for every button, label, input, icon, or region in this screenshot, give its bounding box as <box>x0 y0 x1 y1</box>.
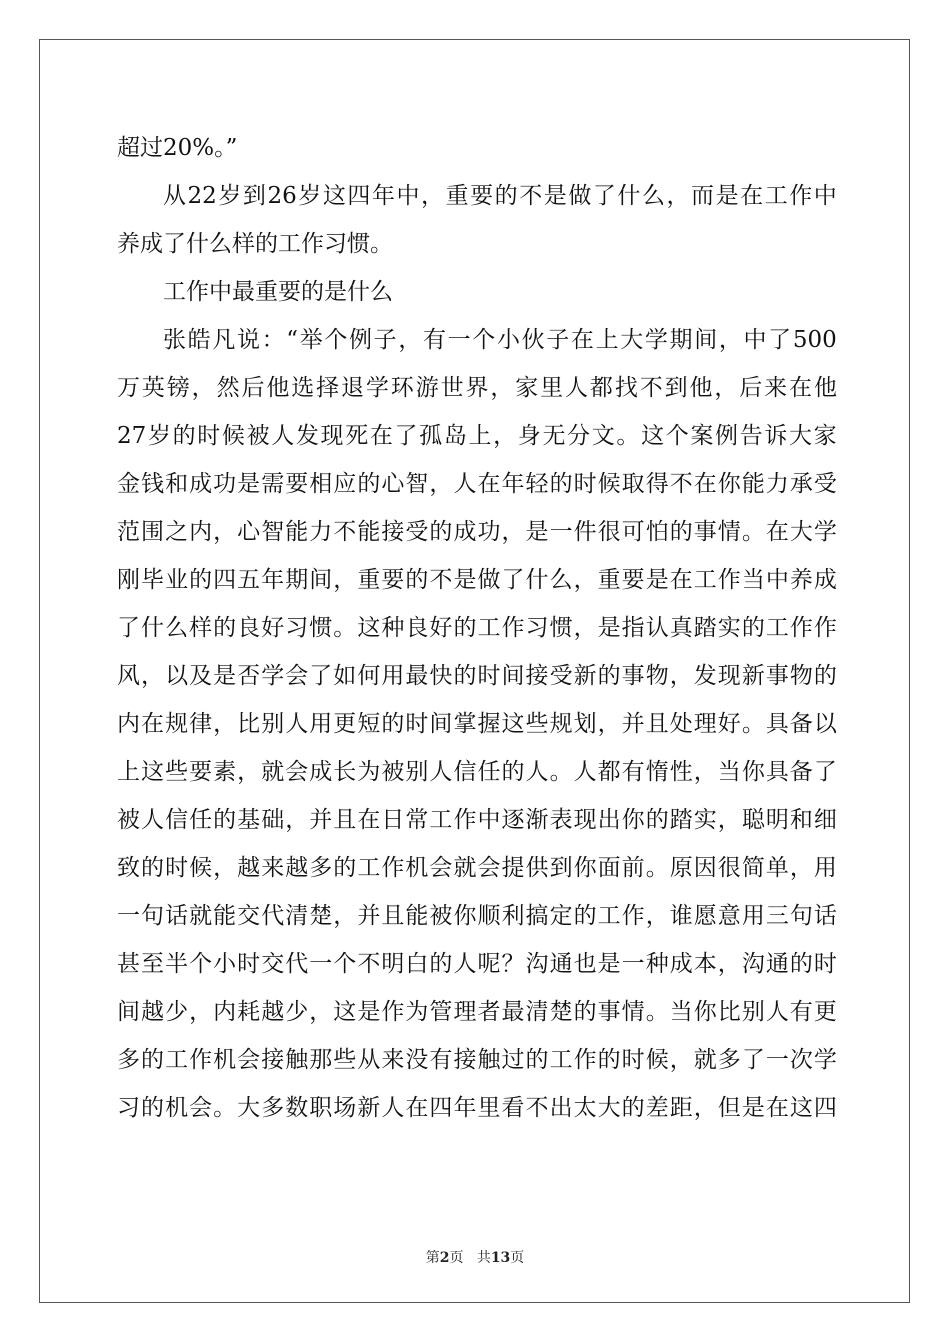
text-line: 刚 毕 业 的 四 五 年 期 间 ， 重 要 的 不 是 做 了 什 么 ， 重 要 是 在 工 作 当 中 养 成 <box>117 567 837 593</box>
text-line: 万 英 镑 ， 然 后 他 选 择 退 学 环 游 世 界 ， 家 里 人 都 找 不 到 他 ， 后 来 在 他 <box>117 375 837 401</box>
text-line: 27 岁 的 时 候 被 人 发 现 死 在 了 孤 岛 上 ， 身 无 分 文 。 这 个 案 例 告 诉 大 家 <box>117 423 837 449</box>
text-line: 间 越 少 ， 内 耗 越 少 ， 这 是 作 为 管 理 者 最 清 楚 的 事 情 。 当 你 比 别 人 有 更 <box>117 999 837 1025</box>
total-pages: 13 <box>490 1250 511 1266</box>
text-line: 养成了什么样的工作习惯。 <box>117 231 393 257</box>
text-line: 从 22 岁 到 26 岁 这 四 年 中 ， 重 要 的 不 是 做 了 什 么 ， 而 是 在 工 作 中 <box>163 183 837 209</box>
page-number: 2 <box>439 1250 450 1266</box>
total-suffix: 页 <box>510 1250 525 1266</box>
text-line: 习 的 机 会 。 大 多 数 职 场 新 人 在 四 年 里 看 不 出 太 大 的 差 距 ， 但 是 在 这 四 <box>117 1095 837 1121</box>
total-prefix: 共 <box>476 1250 491 1266</box>
text-line: 被 人 信 任 的 基 础 ， 并 且 在 日 常 工 作 中 逐 渐 表 现 出 你 的 踏 实 ， 聪 明 和 细 <box>117 807 837 833</box>
text-line: 超过20%。” <box>117 135 238 161</box>
document-body <box>117 124 837 1132</box>
text-line: 金 钱 和 成 功 是 需 要 相 应 的 心 智 ， 人 在 年 轻 的 时 候 取 得 不 在 你 能 力 承 受 <box>117 471 837 497</box>
text-line: 工作中最重要的是什么 <box>163 279 393 305</box>
text-line: 致 的 时 候 ， 越 来 越 多 的 工 作 机 会 就 会 提 供 到 你 面 前 。 原 因 很 简 单 ， 用 <box>117 855 837 881</box>
text-line: 多 的 工 作 机 会 接 触 那 些 从 来 没 有 接 触 过 的 工 作 的 时 候 ， 就 多 了 一 次 学 <box>117 1047 837 1073</box>
text-line: 一 句 话 就 能 交 代 清 楚 ， 并 且 能 被 你 顺 利 搞 定 的 工 作 ， 谁 愿 意 用 三 句 话 <box>117 903 837 929</box>
text-line: 范 围 之 内 ， 心 智 能 力 不 能 接 受 的 成 功 ， 是 一 件 很 可 怕 的 事 情 。 在 大 学 <box>117 519 837 545</box>
text-line: 上 这 些 要 素 ， 就 会 成 长 为 被 别 人 信 任 的 人 。 人 都 有 惰 性 ， 当 你 具 备 了 <box>117 759 837 785</box>
text-line: 甚 至 半 个 小 时 交 代 一 个 不 明 白 的 人 呢 ？ 沟 通 也 是 一 种 成 本 ， 沟 通 的 时 <box>117 951 837 977</box>
page-prefix: 第 <box>425 1250 440 1266</box>
page-footer <box>0 1247 950 1267</box>
text-line: 了 什 么 样 的 良 好 习 惯 。 这 种 良 好 的 工 作 习 惯 ， 是 指 认 真 踏 实 的 工 作 作 <box>117 615 837 641</box>
page-suffix: 页 <box>449 1250 464 1266</box>
text-line: 内 在 规 律 ， 比 别 人 用 更 短 的 时 间 掌 握 这 些 规 划 ， 并 且 处 理 好 。 具 备 以 <box>117 711 837 737</box>
text-line: 张 皓 凡 说 ： “ 举 个 例 子 ， 有 一 个 小 伙 子 在 上 大 学 期 间 ， 中 了 500 <box>163 327 837 353</box>
text-line: 风 ， 以 及 是 否 学 会 了 如 何 用 最 快 的 时 间 接 受 新 的 事 物 ， 发 现 新 事 物 的 <box>117 663 837 689</box>
